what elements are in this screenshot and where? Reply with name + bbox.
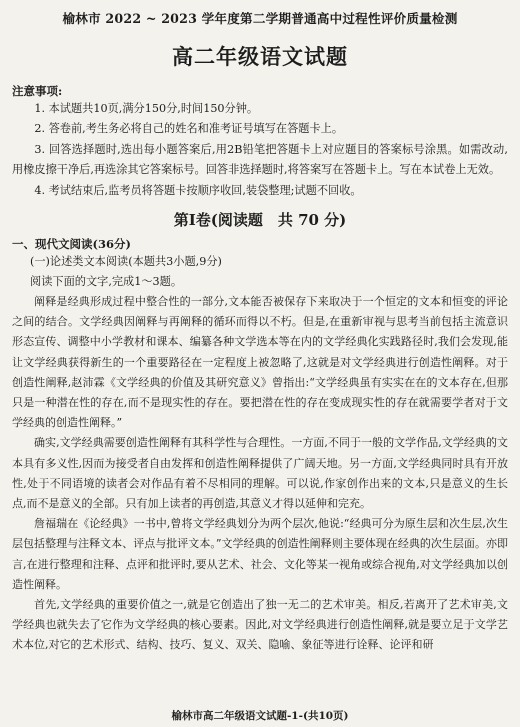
passage-paragraph: 阐释是经典形成过程中整合性的一部分,文本能否被保存下来取决于一个恒定的文本和恒变的评论之间的结合。文学经典因阐释与再阐释的循环而得以不朽。但是,在重新审视与思考当前包括主流意识形态宣传、调整中小学教材和课本、编纂各种文学选本等在内的文学经典化实践路径时,我们会发现,能让文学经典获得新生的一个重要路径在一定程度上被忽略了,这就是对文学经典进行创造性阐释。对于创造性阐释,赵沛霖《文学经典的价值及其研究意义》曾指出:“文学经典虽有实实在在的文本存在,但那只是一种潜在性的存在,而不是现实性的存在。要把潜在性的存在变成现实性的存在就需要学者对于文学经典的创造性阐释。” [12, 295, 508, 430]
page-footer: 榆林市高二年级语文试题-1-(共10页) [171, 710, 349, 722]
instruction: 阅读下面的文字,完成1～3题。 [30, 275, 183, 289]
passage-paragraph: 确实,文学经典需要创造性阐释有其科学性与合理性。一方面,不同于一般的文学作品,文学经典的文本具有多义性,因而为接受者自由发挥和创造性阐释提供了广阔天地。另一方面,文学经典同时具有开放性,处于不同语境的读者会对作品有着不尽相同的理解。可以说,作家创作出来的文本,只是意义的生长点,而不是意义的全部。只有加上读者的再创造,其意义才得以延伸和完充。 [12, 436, 508, 511]
section-title: 第Ⅰ卷(阅读题 共 70 分) [173, 211, 347, 230]
exam-header: 榆林市 2022 ~ 2023 学年度第二学期普通高中过程性评价质量检测 [62, 11, 458, 26]
notice-heading: 注意事项: [12, 84, 63, 98]
part-heading: 一、现代文阅读(36分) [12, 237, 131, 252]
page-title: 高二年级语文试题 [172, 44, 348, 69]
notice-item: 2. 答卷前,考生务必将自己的姓名和准考证号填写在答题卡上。 [34, 122, 344, 136]
notice-item: 1. 本试题共10页,满分150分,时间150分钟。 [34, 102, 259, 115]
notice-item: 3. 回答选择题时,选出每小题答案后,用2B铅笔把答题卡上对应题目的答案标号涂黑。如需改动,用橡皮擦干净后,再选涂其它答案标号。回答非选择题时,将答案写在答题卡上。写在本试卷上无效。 [12, 142, 508, 177]
subpart-heading: (一)论述类文本阅读(本题共3小题,9分) [30, 255, 222, 269]
notice-item: 4. 考试结束后,监考员将答题卡按顺序收回,装袋整理;试题不回收。 [34, 183, 362, 197]
passage-paragraph: 首先,文学经典的重要价值之一,就是它创造出了独一无二的艺术审美。相反,若离开了艺术审美,文学经典也就失去了它作为文学经典的核心要素。因此,对文学经典进行创造性阐释,就是要立足于文学艺术本位,对它的艺术形式、结构、技巧、复义、双关、隐喻、象征等进行诠释、论评和研 [12, 598, 508, 652]
passage-paragraph: 詹福瑞在《论经典》一书中,曾将文学经典划分为两个层次,他说:“经典可分为原生层和次生层,次生层包括整理与注释文本、评点与批评文本。”文学经典的创造性阐释则主要体现在经典的次生层面。亦即言,在进行整理和注释、点评和批评时,要从艺术、社会、文化等某一视角或综合视角,对文学经典加以创造性阐释。 [12, 517, 508, 591]
